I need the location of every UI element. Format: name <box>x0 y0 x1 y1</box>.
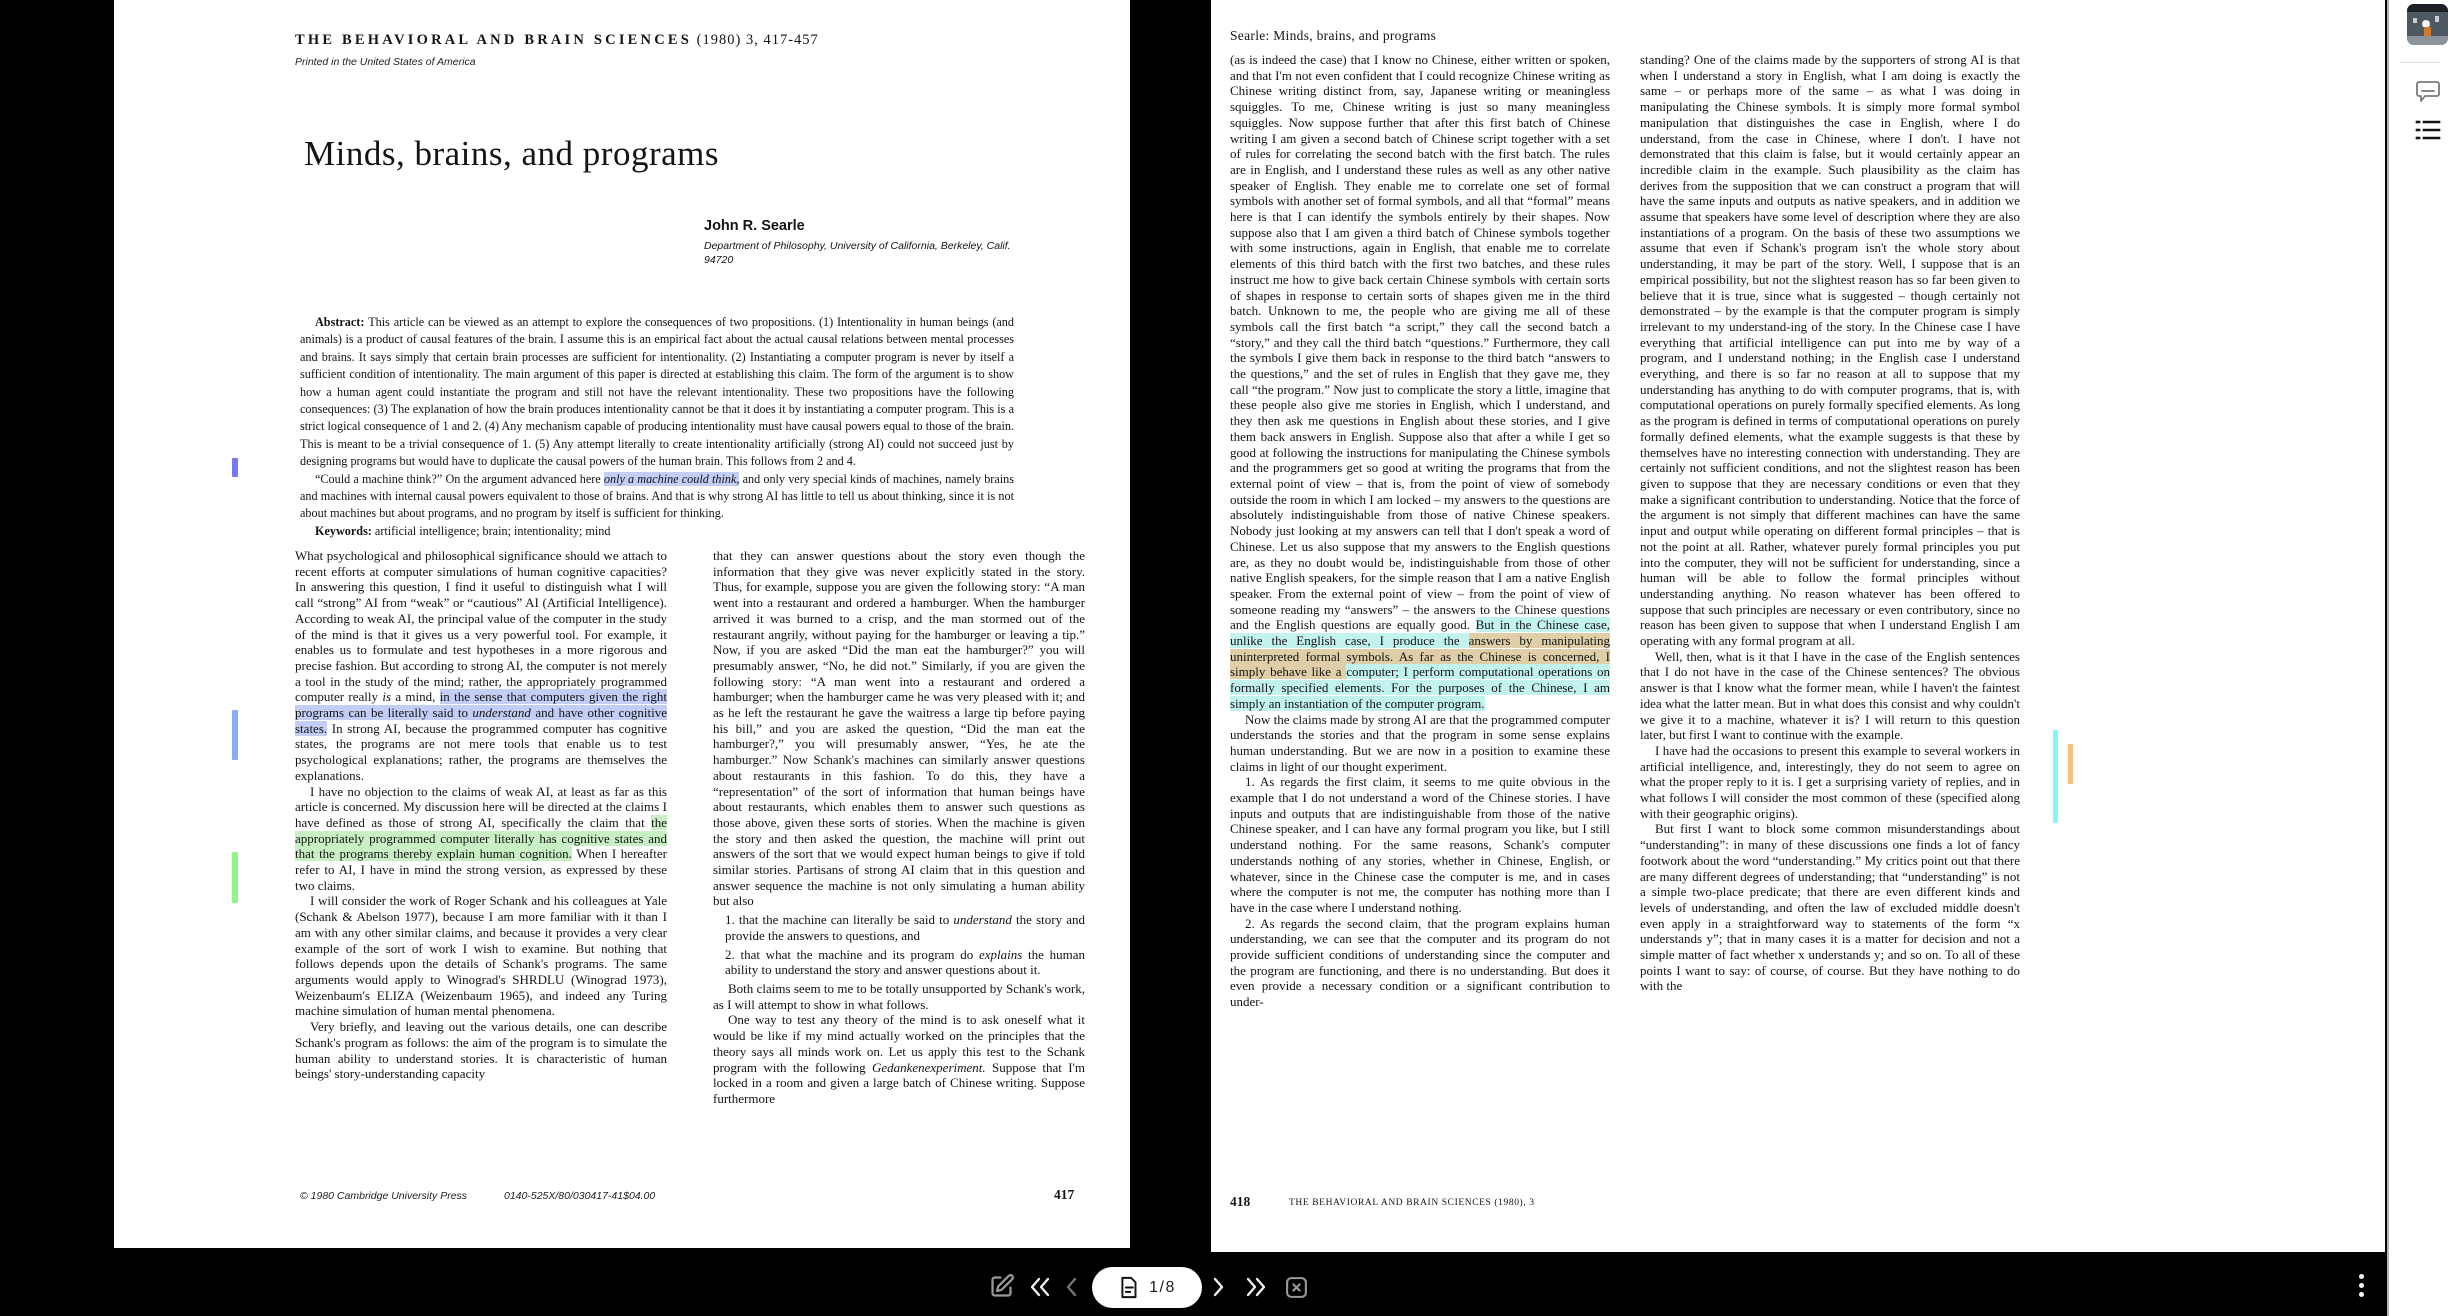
text-segment: Suppose that I'm locked in a room and given a large batch of Chinese writing. Suppose furthermore <box>713 1059 1085 1106</box>
document-icon <box>1118 1276 1139 1299</box>
text-segment: I have had the occasions to present this example to several workers in artificial intelligence, and, interestingly, they do not seem to agree on what the proper reply to it is. I get a surprising variety of replies, and in what follows I will consider the most common of these (specified along with their geographic origins). <box>1640 742 2020 821</box>
paper-title: Minds, brains, and programs <box>304 134 719 173</box>
text-segment: the story and provide the answers to questions, and <box>725 912 1085 943</box>
comments-button[interactable] <box>2415 80 2441 109</box>
first-page-button[interactable] <box>1028 1276 1052 1301</box>
page-418 <box>1211 0 2385 1252</box>
comment-icon <box>2415 80 2441 104</box>
text-segment: I have no objection to the claims of weak AI, at least as far as this article is concerned. My discussion here will be directed at the claims I have defined as those of strong AI, specifically the claim that <box>295 783 667 830</box>
affiliation-line: Department of Philosophy, University of California, Berkeley, Calif. <box>704 240 1011 252</box>
highlight-annotation[interactable]: the appropriately programmed computer literally has cognitive states and that the programs thereby explain human cognition. <box>295 814 667 862</box>
page-number-417: 417 <box>1054 1187 1075 1202</box>
paragraph <box>1640 52 2020 649</box>
thumbnail-art <box>2407 4 2448 12</box>
text-segment: Very briefly, and leaving out the various details, one can describe Schank's program as follows: the aim of the program is to simulate the human ability to understand stories. It is characteristic of human beings' story-understanding capacity <box>295 1019 667 1082</box>
text-segment: (as is indeed the case) that I know no Chinese, either written or spoken, and that I'm not even confident that I could recognize Chinese writing as Chinese writing distinct from, say, Japanese writing or meaningless squiggles. To me, Chinese writing is just so many meaningless squiggles. Now suppose further that after this first batch of Chinese writing I am given a second batch of Chinese script together with a set of rules for correlating the second batch with the first batch. The rules are in English, and I understand these rules as well as any other native speaker of English. They enable me to correlate one set of formal symbols with another set of formal symbols, and all that “formal” means here is that I can identify the symbols entirely by their shapes. Now suppose also that I am given a third batch of Chinese symbols together with some instructions, again in English, that enable me to correlate elements of this third batch with the first two batches, and these rules instruct me how to give back certain Chinese symbols with certain sorts of shapes in response to certain sorts of shapes given me in the third batch. Unknown to me, the people who are giving me all of these symbols call the first batch “a script,” they call the second batch a “story,” and they call the third batch “questions.” Furthermore, they call the symbols I give them back in response to the third batch “answers to the questions,” and the set of rules in English that they gave me, they call “the program.” Now just to complicate the story a little, imagine that these people also give me stories in English, which I understand, and they then ask me questions in English about these stories, and I give them back answers in English. Suppose also that after a while I get so good at following the instructions for manipulating the Chinese symbols and the programmers get so good at writing the programs that from the external point of view – that is, from the point of view of somebody outside the room in which I am locked – my answers to the questions are absolutely indistinguishable from those of native Chinese speakers. Nobody just looking at my answers can tell that I don't speak a word of Chinese. Let us also suppose that my answers to the English questions are, as they no doubt would be, indistinguishable from those of other native English speakers, for the simple reason that I am a native English speaker. From the external point of view – from the point of view of someone reading my “answers” – the answers to the Chinese questions and the English questions are equally good. <box>1230 52 1610 633</box>
page-indicator-label: 1/8 <box>1149 1278 1176 1296</box>
highlight-annotation[interactable]: answers by manipulating uninterpreted formal symbols. As far as the Chinese is concerned, I simply behave like a <box>1230 633 1610 680</box>
thumbnail-art <box>2435 16 2439 22</box>
paragraph <box>725 912 1085 943</box>
text-segment: “Could a machine think?” On the argument advanced here <box>315 471 604 486</box>
text-segment: explains <box>978 946 1023 962</box>
text-segment: This article can be viewed as an attempt to explore the consequences of two propositions. (1) Intentionality in human beings (and animals) is a product of causal features of the brain. I assume this is an empirical fact about the actual causal relations between mental processes and brains. It says simply that certain brain processes are sufficient for intentionality. (2) Instantiating a computer program is never by itself a sufficient condition of intentionality. The main argument of this paper is directed at establishing this claim. The form of the argument is to show how a human agent could instantiate the program and still not have the relevant intentionality. These two propositions have the following consequences: (3) The explanation of how the brain produces intentionality cannot be that it does it by instantiating a computer program. This is a strict logical consequence of 1 and 2. (4) Any mechanism capable of producing intentionality must have causal powers equal to those of the brain. This is meant to be a trivial consequence of 1. (5) Any attempt literally to create intentionality artificially (strong AI) could not succeed just by designing programs but would have to duplicate the causal powers of the human brain. This follows from 2 and 4. <box>300 315 1014 469</box>
footer-copyright: © 1980 Cambridge University Press <box>300 1190 468 1202</box>
paragraph <box>1230 916 1610 1010</box>
paragraph <box>1640 821 2020 994</box>
text-segment: When I hereafter refer to AI, I have in mind the strong version, as expressed by these two claims. <box>295 846 667 893</box>
affiliation-line: 94720 <box>704 254 734 266</box>
text-segment: 1. As regards the first claim, it seems to me quite obvious in the example that I do not understand a word of the Chinese stories. I have inputs and outputs that are indistinguishable from those of the native Chinese speaker, and I can have any formal program you like, but I still understand nothing. For the same reasons, Schank's computer understands nothing of any stories, whether in Chinese, English, or whatever, since in the Chinese case the computer is me, and in cases where the computer is not me, the computer has nothing more than I have in the case where I understand nothing. <box>1230 774 1610 915</box>
paragraph <box>1230 52 1610 712</box>
next-page-icon <box>1210 1277 1226 1297</box>
annotation-list-icon <box>2415 118 2441 142</box>
text-segment: Gedankenexperiment. <box>871 1059 986 1075</box>
highlight-annotation[interactable]: in the sense that computers given the right programs can be literally said to <box>295 689 667 721</box>
paragraph <box>713 548 1085 909</box>
machine-think-paragraph <box>300 471 1014 523</box>
sidebar-divider <box>2400 62 2440 63</box>
paragraph <box>713 1012 1085 1106</box>
author-affiliation <box>704 239 1064 267</box>
overflow-menu-icon <box>2359 1274 2364 1279</box>
overflow-menu-icon <box>2359 1283 2364 1288</box>
last-page-button[interactable] <box>1244 1276 1268 1301</box>
printed-in-note: Printed in the United States of America <box>295 56 476 68</box>
abstract-label: Abstract: <box>315 315 369 329</box>
paragraph <box>1230 774 1610 915</box>
previous-page-icon <box>1064 1277 1080 1297</box>
highlight-annotation[interactable]: But in the Chinese case, unlike the English case, I produce the <box>1230 617 1610 649</box>
thumbnail-art <box>2424 27 2431 36</box>
text-segment: In strong AI, because the programmed computer has cognitive states, the programs are not mere tools that enable us to test psychological explanations; rather, the programs are themselves the explanations. <box>295 720 667 783</box>
right-sidebar <box>2387 0 2451 1316</box>
paragraph <box>295 1019 667 1082</box>
paragraph <box>295 893 667 1019</box>
text-segment: Well, then, what is it that I have in the case of the English sentences that I do not have in the case of the Chinese sentences? The obvious answer is that I know what the former mean, while I haven't the faintest idea what the latter mean. But in what does this consist and why couldn't we give it to a machine, whatever it is? I will return to this question later, but first I want to continue with the example. <box>1640 648 2020 743</box>
next-page-button[interactable] <box>1210 1277 1226 1300</box>
text-segment: One way to test any theory of the mind is to ask oneself what it would be like if my mind actually worked on the principles that the theory says all minds work on. Let us apply this test to the Schank program with the following <box>713 1012 1085 1075</box>
close-viewer-button[interactable] <box>1284 1275 1309 1303</box>
paragraph <box>725 947 1085 978</box>
highlight-annotation[interactable]: only a machine could think, <box>603 471 740 486</box>
paragraph <box>295 548 667 784</box>
keywords-line <box>300 523 1014 540</box>
previous-page-button[interactable] <box>1064 1277 1080 1300</box>
footer-code: 0140-525X/80/030417-41$04.00 <box>504 1190 656 1202</box>
overflow-menu-button[interactable] <box>2356 1274 2368 1300</box>
text-segment: I will consider the work of Roger Schank and his colleagues at Yale (Schank & Abelson 1977), because I am more familiar with it than I am with any other similar claims, and because it provides a very clear example of the sort of work I wish to examine. But nothing that follows depends upon the details of Schank's programs. The same arguments would apply to Winograd's SHRDLU (Winograd 1973), Weizenbaum's ELIZA (Weizenbaum 1965), and indeed any Turing machine simulation of human mental phenomena. <box>295 893 667 1019</box>
paragraph <box>1230 712 1610 775</box>
column-418-left <box>1230 52 1610 1172</box>
column-417-left <box>295 548 667 1164</box>
paragraph <box>713 981 1085 1012</box>
text-segment: understand <box>953 912 1012 928</box>
column-418-right <box>1640 52 2020 1172</box>
document-thumbnail[interactable] <box>2407 4 2448 45</box>
page-417 <box>114 0 1130 1248</box>
page-indicator[interactable] <box>1092 1267 1202 1308</box>
text-segment: Both claims seem to me to be totally unsupported by Schank's work, as I will attempt to show in what follows. <box>713 980 1085 1012</box>
paragraph <box>1640 743 2020 822</box>
annotate-edit-icon <box>988 1273 1015 1300</box>
abstract-paragraph <box>300 314 1014 471</box>
paragraph <box>1640 649 2020 743</box>
text-segment: and only very special kinds of machines, namely brains and machines with internal causal powers equivalent to those of brains. And that is why strong AI has little to tell us about thinking, since it is not about machines but about programs, and no program by itself is sufficient for thinking. <box>300 471 1014 521</box>
author-name: John R. Searle <box>704 218 805 234</box>
text-segment: the human ability to understand the story and answer questions about it. <box>725 946 1085 978</box>
footer-journal-title: THE BEHAVIORAL AND BRAIN SCIENCES (1980), 3 <box>1289 1198 1535 1208</box>
margin-annotation-bar-blue[interactable] <box>232 710 238 760</box>
column-417-right <box>713 548 1085 1164</box>
keywords-label: Keywords: <box>315 523 375 538</box>
thumbnail-art <box>2413 18 2417 23</box>
journal-issue: (1980) 3, 417-457 <box>692 32 819 48</box>
text-segment: 2. that what the machine and its program do <box>725 946 979 962</box>
abstract-text <box>300 315 1014 468</box>
highlight-annotation[interactable]: understand <box>472 705 531 721</box>
running-header: Searle: Minds, brains, and programs <box>1230 28 1437 43</box>
highlight-annotation[interactable]: and have other cognitive states. <box>295 705 667 736</box>
keywords-text: artificial intelligence; brain; intentionality; mind <box>374 523 611 538</box>
thumbnail-art <box>2407 36 2448 45</box>
margin-annotation-bar-orange[interactable] <box>2068 744 2073 784</box>
highlight-annotation[interactable]: computer; I perform computational operations on formally specified elements. For the purposes of the Chinese, I am simply an instantiation of the computer program. <box>1230 664 1610 711</box>
text-segment: What psychological and philosophical significance should we attach to recent efforts at computer simulations of human cognitive capacities? In answering this question, I find it useful to distinguish what I will call “strong” AI from “weak” or “cautious” AI (Artificial Intelligence). According to weak AI, the principal value of the computer in the study of the mind is that it gives us a very powerful tool. For example, it enables us to formulate and test hypotheses in a more rigorous and precise fashion. But according to strong AI, the computer is not merely a tool in the study of the mind; rather, the appropriately programmed computer really <box>295 548 667 705</box>
text-segment: Now the claims made by strong AI are that the programmed computer understands the stories and that the program in some sense explains human understanding. But we are now in a position to examine these claims in light of our thought experiment. <box>1230 711 1610 774</box>
annotation-list-button[interactable] <box>2415 118 2441 147</box>
margin-annotation-bar-indigo[interactable] <box>232 458 238 477</box>
text-segment: 1. that the machine can literally be said to <box>725 912 954 928</box>
last-page-icon <box>1244 1276 1268 1298</box>
abstract-block <box>300 314 1014 540</box>
first-page-icon <box>1028 1276 1052 1298</box>
page-number-418: 418 <box>1230 1194 1251 1209</box>
text-segment: 2. As regards the second claim, that the program explains human understanding, we can see that the computer and its program do not provide sufficient conditions of understanding since the computer and the program are functioning, and there is no understanding. But does it even provide a necessary condition or a significant contribution to under- <box>1230 915 1610 1010</box>
overflow-menu-icon <box>2359 1292 2364 1297</box>
text-segment: a mind, <box>391 689 440 705</box>
paragraph <box>295 784 667 894</box>
journal-header: THE BEHAVIORAL AND BRAIN SCIENCES (1980) 3, 417-457 <box>295 32 819 48</box>
text-segment: But first I want to block some common misunderstandings about “understanding”: in many of these discussions one finds a lot of fancy footwork about the word “understanding.” My critics point out that there are many different degrees of understanding; that “understanding” is not a simple two-place predicate; that there are even different kinds and levels of understanding, and often the law of excluded middle doesn't even apply in a straightforward way to statements of the form “x understands y”; that in many cases it is a matter for decision and not a simple matter of fact whether x understands y; and so on. To all of these points I want to say: of course, of course. But they have nothing to do with the <box>1640 821 2020 994</box>
text-segment: is <box>382 689 391 705</box>
annotate-button[interactable] <box>988 1273 1015 1303</box>
text-segment: that they can answer questions about the story even though the information that they give was never explicitly stated in the story. Thus, for example, suppose you are given the following story: “A man went into a restaurant and ordered a hamburger. When the hamburger arrived it was burned to a crisp, and the man stormed out of the restaurant angrily, without paying for the hamburger or leaving a tip.” Now, if you are asked “Did the man eat the hamburger?” you will presumably answer, “No, he did not.” Similarly, if you are given the following story: “A man went into a restaurant and ordered a hamburger; when the hamburger came he was very pleased with it; and as he left the restaurant he gave the waitress a large tip before paying his bill,” and you are asked the question, “Did the man eat the hamburger?,” you will presumably answer, “Yes, he ate the hamburger.” Now Schank's machines can similarly answer questions about restaurants in this fashion. To do this, they have a “representation” of the sort of information that human beings have about restaurants, which enables them to answer such questions as those above, given these sorts of stories. When the machine is given the story and then asked the question, the machine will print out answers of the sort that we would expect human beings to give if told similar stories. Partisans of strong AI claim that in this question and answer sequence the machine is not only simulating a human ability but also <box>713 548 1085 909</box>
margin-annotation-bar-green[interactable] <box>232 852 238 903</box>
close-icon <box>1284 1275 1309 1300</box>
text-segment: standing? One of the claims made by the supporters of strong AI is that when I understand a story in English, what I am doing is exactly the same – or perhaps more of the same – as what I was doing in manipulating the Chinese symbols. It is simply more formal symbol manipulation that distinguishes the case in English, where I do understand, from the case in Chinese, where I don't. I have not demonstrated that this claim is false, but it would certainly appear an incredible claim in the example. Such plausibility as the claim has derives from the supposition that we can construct a program that will have the same inputs and outputs as native speakers, and in addition we assume that speakers have some level of description where they are also instantiations of a program. On the basis of these two assumptions we assume that even if Schank's program isn't the whole story about understanding, it may be part of the story. Well, I suppose that is an empirical possibility, but not the slightest reason has so far been given to believe that it is true, since what is suggested – though certainly not demonstrated – by the example is that the computer program is simply irrelevant to my understand-ing of the story. In the Chinese case I have everything that artificial intelligence can put into me by way of a program, and I understand nothing; in the English case I understand everything, and there is so far no reason at all to suppose that my understanding has anything to do with computer programs, that is, with computational operations on purely formally specified elements. As long as the program is defined in terms of computational operations on purely formally defined elements, what the example suggests is that these by themselves have no interesting connection with understanding. They are certainly not sufficient conditions, and not the slightest reason has been given to suppose that they are necessary conditions or even that they make a significant contribution to understanding. Notice that the force of the argument is not simply that different machines can have the same input and output while operating on different formal principles – that is not the point at all. Rather, whatever purely formal principles you put into the computer, they will not be sufficient for understanding, since a human will be able to follow the formal principles without understanding anything. No reason whatever has been offered to suppose that such principles are necessary or even contributory, since no reason has been given to suppose that when I understand English I am operating with any formal program at all. <box>1640 52 2020 649</box>
margin-annotation-bar-cyan[interactable] <box>2053 730 2058 823</box>
